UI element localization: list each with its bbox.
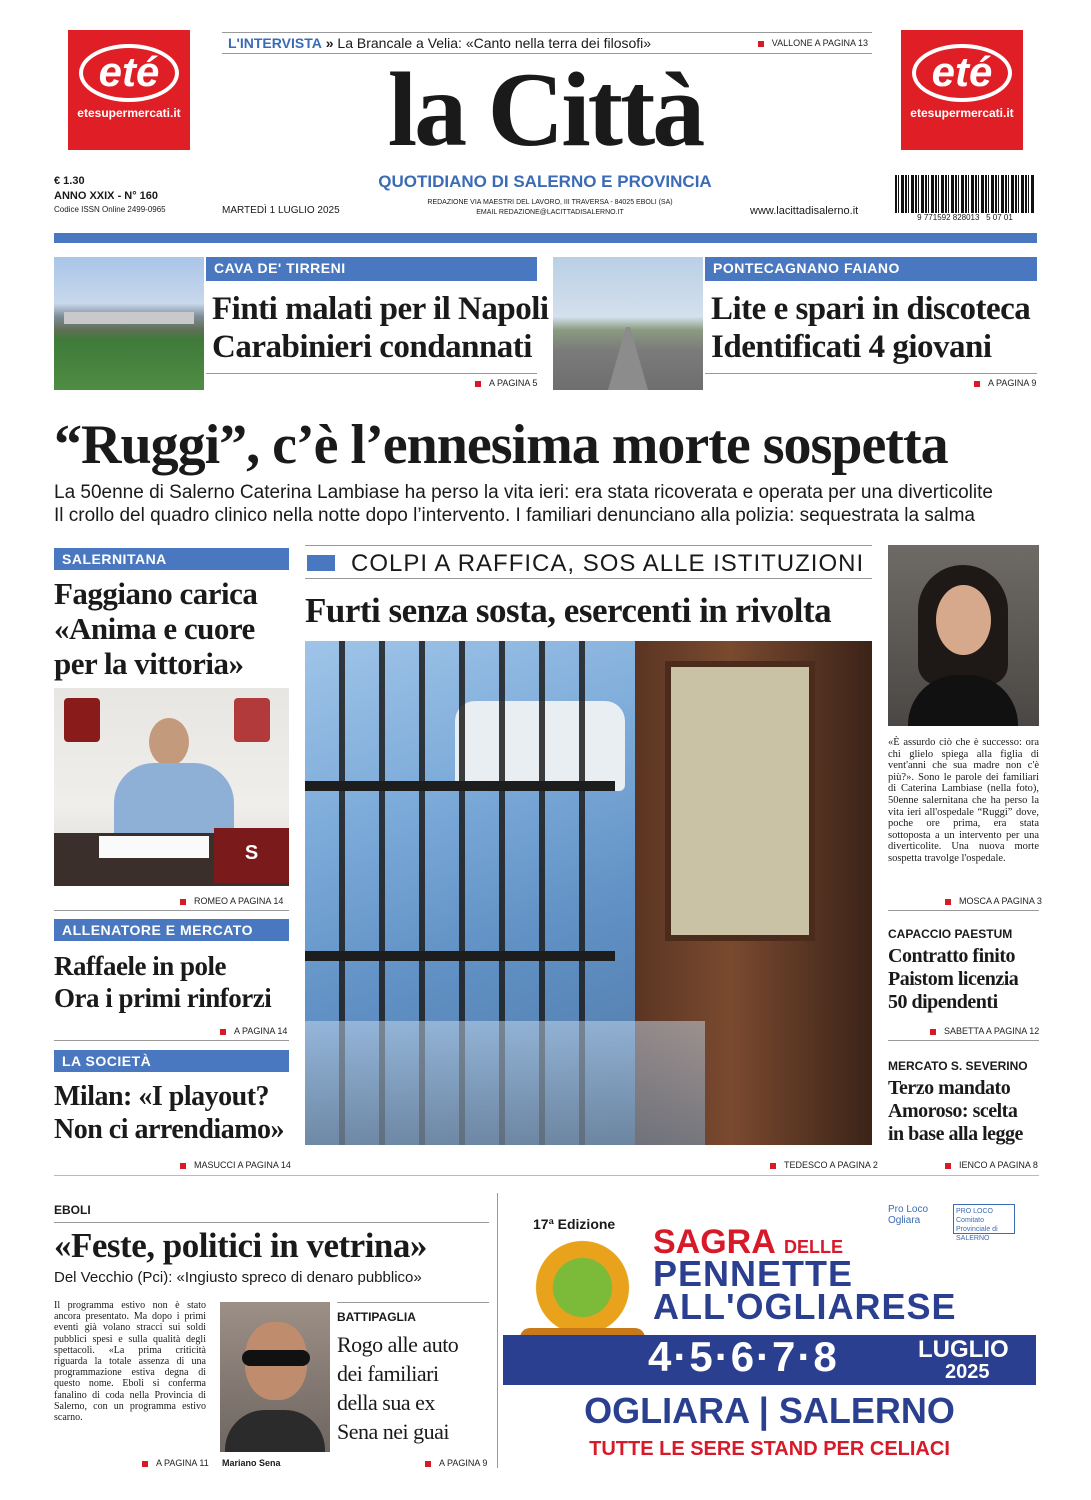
center-headline[interactable]: Furti senza sosta, esercenti in rivolta [305, 591, 832, 630]
story-headline[interactable] [54, 576, 294, 681]
sena-photo [220, 1302, 330, 1452]
proloco-logo-2: PRO LOCO Comitato Provinciale di SALERNO [953, 1204, 1015, 1234]
badge-icon [234, 698, 270, 742]
story-headline[interactable] [711, 290, 1030, 366]
barcode [895, 175, 1035, 225]
masthead-title: la Città [387, 51, 703, 168]
page-ref[interactable]: A PAGINA 14 [220, 1026, 287, 1036]
ad-year: 2025 [945, 1361, 990, 1383]
headline-line: Faggiano carica [54, 576, 258, 611]
headline-line: Carabinieri condannati [212, 329, 532, 365]
masthead-subtitle: QUOTIDIANO DI SALERNO E PROVINCIA [378, 172, 712, 191]
door-glass [665, 661, 815, 941]
headline-line: Identificati 4 giovani [711, 329, 992, 365]
road-photo [553, 257, 703, 390]
headline-line: Raffaele in pole [54, 951, 226, 981]
ad-title-2: PENNETTE [653, 1253, 854, 1294]
interview-text: La Brancale a Velia: «Canto nella terra dei filosofi» [337, 35, 652, 51]
story-headline[interactable] [888, 945, 1043, 1014]
sunglasses [242, 1350, 310, 1366]
barcode-number: 9 771592 828013 5 07 01 [917, 213, 1013, 222]
story-kicker: PONTECAGNANO FAIANO [705, 257, 1037, 281]
sagra-ad[interactable] [503, 1198, 1038, 1478]
lead-subhead-2: Il crollo del quadro clinico nella notte dopo l’intervento. I familiari denunciano alla polizia: sequestrata la salma [54, 505, 975, 526]
headline-line: Ora i primi rinforzi [54, 983, 272, 1013]
issn: Codice ISSN Online 2499-0965 [54, 205, 166, 214]
eboli-headline[interactable]: «Feste, politici in vetrina» [54, 1226, 427, 1265]
story-headline[interactable] [54, 950, 294, 1014]
proloco-logo: Pro Loco Ogliara [888, 1204, 929, 1226]
page-ref[interactable]: ROMEO A PAGINA 14 [180, 896, 283, 906]
jersey: S [214, 828, 289, 883]
page-ref[interactable]: MASUCCI A PAGINA 14 [180, 1160, 291, 1170]
page-ref[interactable]: TEDESCO A PAGINA 2 [770, 1160, 878, 1170]
masthead-rule [54, 233, 1037, 243]
headline-line: Non ci arrendiamo» [54, 1114, 285, 1145]
ete-logo-left [68, 30, 190, 150]
page-ref[interactable]: SABETTA A PAGINA 12 [930, 1026, 1039, 1036]
gate-crossbar [305, 781, 615, 791]
date: MARTEDÌ 1 LUGLIO 2025 [222, 205, 340, 216]
page-ref[interactable]: A PAGINA 11 [142, 1458, 209, 1468]
interview-ref: VALLONE A PAGINA 13 [758, 33, 868, 53]
address-line-1: REDAZIONE VIA MAESTRI DEL LAVORO, III TRAVERSA - 84025 EBOLI (SA) [427, 199, 673, 206]
shoulders [908, 675, 1018, 726]
photo-caption: Mariano Sena [222, 1458, 281, 1468]
lead-headline[interactable]: “Ruggi”, c’è l’ennesima morte sospetta [54, 414, 948, 476]
address-line-2: EMAIL REDAZIONE@LACITTADISALERNO.IT [476, 209, 624, 216]
page-ref[interactable]: A PAGINA 5 [475, 378, 537, 388]
lead-subhead-1: La 50enne di Salerno Caterina Lambiase ha perso la vita ieri: era stata ricoverata e operata per una diverticolite [54, 482, 993, 503]
story-headline[interactable] [888, 1077, 1043, 1146]
caterina-photo [888, 545, 1039, 726]
section-kicker: SALERNITANA [54, 548, 289, 570]
document [99, 836, 209, 858]
story-kicker: CAVA DE' TIRRENI [206, 257, 537, 281]
headline-line: Amoroso: scelta [888, 1100, 1018, 1122]
page-ref[interactable]: A PAGINA 9 [425, 1458, 487, 1468]
headline-line: per la vittoria» [54, 646, 244, 681]
section-kicker: LA SOCIETÀ [54, 1050, 289, 1072]
headline-line: Finti malati per il Napoli [212, 291, 549, 327]
section-kicker: ALLENATORE E MERCATO [54, 919, 289, 941]
caterina-caption: «È assurdo ciò che è successo: ora chi glielo spiega alla figlia di vent'anni che sua madre non c'è più?». Sono le parole dei familiari di Caterina Lambiase (nella foto), 50enne salernitana che ha perso la vita ieri all'ospedale “Ruggi” dove, poche ore prima, era stata sottoposta a un intervento per una diverticolite. Una nuova morte sospetta travolge l'ospedale. [888, 737, 1039, 864]
interview-label: L'INTERVISTA [228, 35, 322, 51]
page-ref[interactable]: IENCO A PAGINA 8 [945, 1160, 1038, 1170]
headline-line: Milan: «I playout? [54, 1081, 270, 1112]
headline-line: in base alla legge [888, 1123, 1023, 1145]
page-ref[interactable]: MOSCA A PAGINA 3 [945, 896, 1042, 906]
ad-edition: 17ª Edizione [533, 1216, 616, 1232]
ad-month: LUGLIO [918, 1336, 1009, 1363]
ad-tagline: TUTTE LE SERE STAND PER CELIACI [589, 1438, 950, 1460]
person-head [149, 718, 189, 766]
ete-brand: eté [912, 44, 1012, 102]
page-ref[interactable]: A PAGINA 9 [974, 378, 1036, 388]
headline-line: 50 dipendenti [888, 991, 998, 1013]
story-headline[interactable] [54, 1080, 294, 1146]
ete-url: etesupermercati.it [910, 106, 1014, 120]
shattered-glass [305, 1021, 705, 1145]
headline-line: della sua ex [337, 1390, 435, 1415]
stadium-photo [54, 257, 204, 390]
section-kicker: EBOLI [54, 1203, 91, 1217]
headline-line: «Anima e cuore [54, 611, 255, 646]
headline-line: dei familiari [337, 1361, 439, 1386]
price: € 1.30 [54, 175, 85, 187]
column-divider [497, 1193, 498, 1468]
chevron-icon: » [325, 35, 334, 51]
headline-line: Sena nei guai [337, 1419, 450, 1444]
shoulders [225, 1410, 325, 1452]
website-link[interactable]: www.lacittadisalerno.it [750, 205, 859, 217]
eboli-body: Il programma estivo non è stato ancora presentato. Ma dopo i primi eventi già volano stracci sui soldi pubblici spesi e sulla qualità degli spettacoli. «La prima criticità riguarda la totale assenza di una programmazione estiva degna di questo nome. Eboli si conferma fanalino di coda nella Provincia di Salerno, con un programma estivo scarno. [54, 1300, 206, 1424]
headline-line: Rogo alle auto [337, 1332, 459, 1357]
headline-line: Terzo mandato [888, 1077, 1011, 1099]
section-kicker: CAPACCIO PAESTUM [888, 927, 1013, 941]
section-kicker: BATTIPAGLIA [337, 1310, 416, 1324]
batti-headline[interactable] [337, 1330, 492, 1446]
face [936, 585, 991, 655]
ad-dates: 4·5·6·7·8 [648, 1333, 839, 1380]
center-kicker: COLPI A RAFFICA, SOS ALLE ISTITUZIONI [351, 550, 865, 577]
ad-title-3: ALL'OGLIARESE [653, 1286, 957, 1327]
badge-icon [64, 698, 100, 742]
barcode-bars [895, 175, 1035, 213]
ad-title-1: SAGRA DELLE [653, 1223, 843, 1261]
kicker-square [307, 555, 335, 571]
ete-logo-right [901, 30, 1023, 150]
story-headline[interactable] [212, 290, 549, 366]
section-kicker: MERCATO S. SEVERINO [888, 1059, 1028, 1073]
issue-number: ANNO XXIX - N° 160 [54, 190, 159, 202]
ete-url: etesupermercati.it [77, 106, 181, 120]
ete-brand: eté [79, 44, 179, 102]
gate-crossbar [305, 951, 615, 961]
headline-line: Lite e spari in discoteca [711, 291, 1031, 327]
faggiano-photo [54, 688, 289, 886]
center-kicker-bar [305, 545, 872, 579]
burglary-photo [305, 641, 872, 1145]
ad-place: OGLIARA | SALERNO [584, 1390, 955, 1431]
headline-line: Paistom licenzia [888, 968, 1019, 990]
headline-line: Contratto finito [888, 945, 1015, 967]
eboli-subhead: Del Vecchio (Pci): «Ingiusto spreco di denaro pubblico» [54, 1269, 422, 1286]
